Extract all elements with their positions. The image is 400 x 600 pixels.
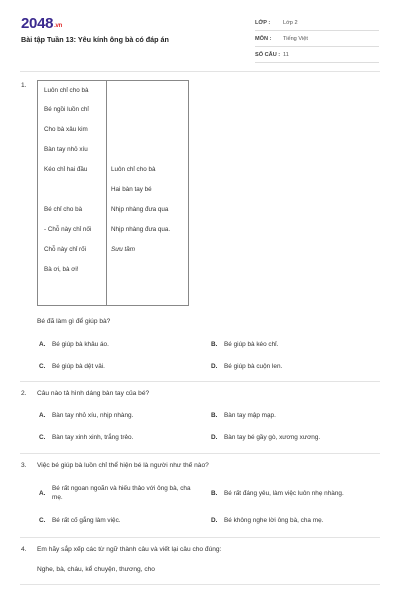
option-1c[interactable]: C. Bé giúp bà dệt vải. [39,363,105,370]
question-number: 4. [21,546,27,553]
poem-divider [106,81,107,305]
meta-grade: LỚP : Lớp 2 [255,15,379,31]
option-3a[interactable]: A. Bé rất ngoan ngoãn và hiếu thảo với ông bà, cha mẹ. [39,485,191,501]
question-number: 1. [21,82,27,89]
poem-line: Bé chỉ cho bà [44,206,83,213]
poem-line: - Chỗ này chỉ nối [44,226,92,233]
poem-line: Nhịp nhàng đưa qua [111,206,169,213]
poem-line: Bé ngồi luồn chỉ [44,106,89,113]
divider [20,584,380,585]
poem-line: Hai bàn tay bé [111,186,152,193]
poem-source: Sưu tầm [111,246,135,253]
question-text: Câu nào tả hình dáng bàn tay của bé? [37,390,150,397]
option-2c[interactable]: C. Bàn tay xinh xinh, trắng trẻo. [39,434,134,441]
question-number: 2. [21,390,27,397]
option-3c[interactable]: C. Bé rất cố gắng làm việc. [39,517,121,524]
poem-line: Nhịp nhàng đưa qua. [111,226,171,233]
option-3d[interactable]: D. Bé không nghe lời ông bà, cha mẹ. [211,517,324,524]
question-subtext: Nghe, bà, cháu, kể chuyện, thương, cho [37,566,155,573]
divider [20,381,380,382]
meta-info [255,15,379,63]
question-text: Bé đã làm gì để giúp bà? [37,318,111,325]
meta-subject: MÔN : Tiếng Việt [255,31,379,47]
poem-line: Luôn chỉ cho bà [44,87,89,94]
option-1d[interactable]: D. Bé giúp bà cuộn len. [211,363,283,370]
site-logo[interactable]: 2048.vn [21,15,62,32]
option-1b[interactable]: B. Bé giúp bà kéo chỉ. [211,341,279,348]
question-text: Em hãy sắp xếp các từ ngữ thành câu và viết lại câu cho đúng: [37,546,222,553]
poem-line: Cho bà xâu kim [44,126,88,133]
divider [20,453,380,454]
option-1a[interactable]: A. Bé giúp bà khâu áo. [39,341,109,348]
poem-line: Bàn tay nhỏ xíu [44,146,88,153]
option-2a[interactable]: A. Bàn tay nhỏ xíu, nhịp nhàng. [39,412,134,419]
option-3b[interactable]: B. Bé rất đáng yêu, làm việc luôn nhẹ nhàng. [211,490,344,497]
poem-line: Luôn chỉ cho bà [111,166,156,173]
option-2d[interactable]: D. Bàn tay bé gầy gò, xương xương. [211,434,321,441]
question-text: Việc bé giúp bà luồn chỉ thể hiện bé là người như thế nào? [37,462,209,469]
meta-count: SỐ CÂU : 11 [255,47,379,63]
poem-box [37,80,189,306]
divider [20,537,380,538]
poem-line: Bà ơi, bà ơi! [44,266,79,273]
question-number: 3. [21,462,27,469]
poem-line: Kéo chỉ hai đầu [44,166,88,173]
page-title: Bài tập Tuần 13: Yêu kính ông bà có đáp án [21,35,169,44]
option-2b[interactable]: B. Bàn tay mập mạp. [211,412,276,419]
poem-line: Chỗ này chỉ rối [44,246,86,253]
divider [20,71,380,72]
